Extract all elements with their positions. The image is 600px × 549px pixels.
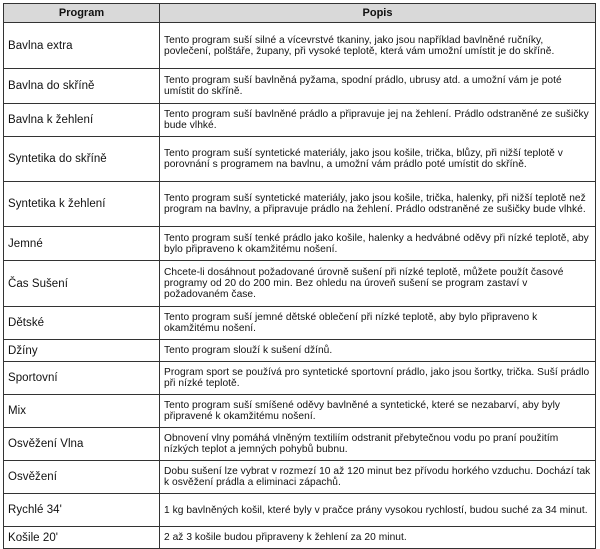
program-description: Tento program suší syntetické materiály, jako jsou košile, trička, blůzy, při nižší teplotě v porovnání s programem na bavlnu, a umožní vám prádlo poté umístit do skříně. [160,137,596,182]
table-row [4,428,596,461]
program-description: Tento program suší jemné dětské oblečení při nízké teplotě, aby bylo připraveno k okamžitému nošení. [160,307,596,340]
program-description: Tento program suší syntetické materiály, jako jsou košile, trička, halenky, při nižší teplotě než program na bavlny, a připravuje prádlo na žehlení. Prádlo odstraněné ze sušičky bude vlhké. [160,182,596,227]
program-table-wrapper [3,3,595,549]
header-popis: Popis [160,4,596,23]
program-name: Jemné [4,227,160,261]
program-description: 2 až 3 košile budou připraveny k žehlení za 20 minut. [160,527,596,549]
program-description: Tento program suší tenké prádlo jako košile, halenky a hedvábné oděvy při nízké teplotě, aby bylo připraveno k okamžitému nošení. [160,227,596,261]
program-name: Syntetika do skříně [4,137,160,182]
table-row [4,227,596,261]
table-row [4,461,596,494]
program-name: Dětské [4,307,160,340]
program-description: Chcete-li dosáhnout požadované úrovně sušení při nízké teplotě, můžete použít časové programy od 20 do 200 min. Bez ohledu na úroveň sušení se program zastaví v požadovaném čase. [160,261,596,307]
program-name: Košile 20' [4,527,160,549]
table-row [4,494,596,527]
program-name: Syntetika k žehlení [4,182,160,227]
table-row [4,23,596,69]
table-row [4,104,596,137]
program-name: Bavlna do skříně [4,69,160,104]
header-program: Program [4,4,160,23]
table-row [4,527,596,549]
table-row [4,69,596,104]
program-description: Dobu sušení lze vybrat v rozmezí 10 až 120 minut bez přívodu horkého vzduchu. Dochází tak k osvěžení prádla a eliminaci zápachů. [160,461,596,494]
program-name: Džíny [4,340,160,362]
table-row [4,137,596,182]
program-name: Mix [4,395,160,428]
table-row [4,182,596,227]
table-row [4,340,596,362]
table-row [4,395,596,428]
program-name: Rychlé 34' [4,494,160,527]
program-description: Obnovení vlny pomáhá vlněným textiliím odstranit přebytečnou vodu po praní použitím nízkých teplot a jemných pohybů bubnu. [160,428,596,461]
program-description: 1 kg bavlněných košil, které byly v pračce prány vysokou rychlostí, budou suché za 34 minut. [160,494,596,527]
program-name: Osvěžení [4,461,160,494]
program-description: Program sport se používá pro syntetické sportovní prádlo, jako jsou šortky, trička. Suší prádlo při nízké teplotě. [160,362,596,395]
program-name: Bavlna extra [4,23,160,69]
program-description: Tento program suší silné a vícevrstvé tkaniny, jako jsou například bavlněné ručníky, povlečení, polštáře, župany, při vysoké teplotě, která vám umožní umístit je do skříně. [160,23,596,69]
program-description: Tento program suší bavlněná pyžama, spodní prádlo, ubrusy atd. a umožní vám je poté umístit do skříně. [160,69,596,104]
program-name: Čas Sušení [4,261,160,307]
table-row [4,307,596,340]
table-row [4,362,596,395]
table-header-row [4,4,596,23]
program-name: Sportovní [4,362,160,395]
program-name: Bavlna k žehlení [4,104,160,137]
program-table [3,3,596,549]
program-description: Tento program suší bavlněné prádlo a připravuje jej na žehlení. Prádlo odstraněné ze sušičky bude vlhké. [160,104,596,137]
program-description: Tento program slouží k sušení džínů. [160,340,596,362]
program-description: Tento program suší smíšené oděvy bavlněné a syntetické, které se nezabarví, aby byly připravené k okamžitému nošení. [160,395,596,428]
table-row [4,261,596,307]
program-name: Osvěžení Vlna [4,428,160,461]
